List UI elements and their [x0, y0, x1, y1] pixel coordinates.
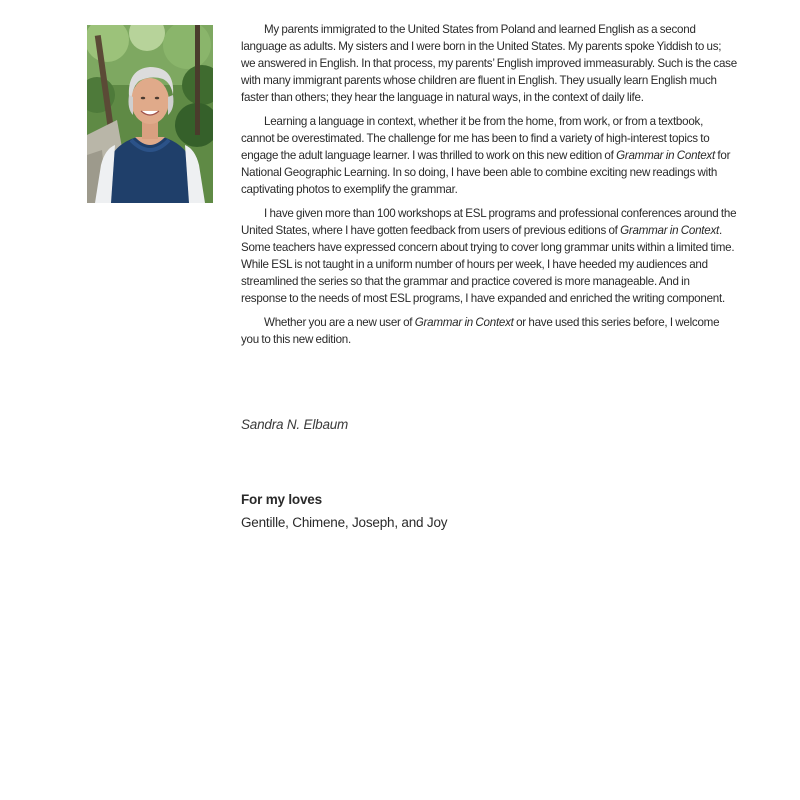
book-title: Grammar in Context	[414, 316, 514, 329]
paragraph-text: for National Geographic Learning. In so doing, I have been able to combine exciting new readings with captivating photos to exemplify the grammar.	[241, 148, 731, 196]
paragraph-text: I have given more than 100 workshops at ESL programs and professional conferences around the United States, where I have gotten feedback from users of previous editions of	[241, 207, 737, 237]
preface-paragraph	[241, 22, 737, 107]
preface-paragraph	[241, 206, 737, 307]
author-photo	[87, 25, 213, 203]
preface-paragraph	[241, 315, 737, 349]
preface-paragraph	[241, 114, 737, 199]
book-title: Grammar in Context	[616, 148, 715, 162]
dedication-heading: For my loves	[241, 492, 322, 507]
book-title: Grammar in Context	[620, 223, 719, 237]
paragraph-text: Whether you are a new user of	[264, 316, 415, 329]
paragraph-text: or have used this series before, I welcome you to this new edition.	[241, 316, 720, 346]
dedication-names: Gentille, Chimene, Joseph, and Joy	[241, 515, 448, 530]
paragraph-text: My parents immigrated to the United States from Poland and learned English as a second language as adults. My sisters and I were born in the United States. My parents spoke Yiddish to us; we answered in English. In that process, my parents’ English improved immeasurably. Such is the case with many immigrant parents whose children are fluent in English. They usually learn English much faster than others; they hear the language in natural ways, in the context of daily life.	[241, 23, 737, 104]
author-signature: Sandra N. Elbaum	[241, 417, 349, 432]
preface-body	[241, 22, 737, 356]
paragraph-text: Learning a language in context, whether it be from the home, from work, or from a textbook, cannot be overestimated. The challenge for me has been to find a variety of high-interest topics to engage the adult language learner. I was thrilled to work on this new edition of	[241, 115, 710, 162]
paragraph-text: . Some teachers have expressed concern about trying to cover long grammar units within a limited time. While ESL is not taught in a uniform number of hours per week, I have heeded my audiences and streamlined the series so that the grammar and practice covered is more manageable. And in response to the needs of most ESL programs, I have expanded and enriched the writing component.	[241, 223, 735, 305]
